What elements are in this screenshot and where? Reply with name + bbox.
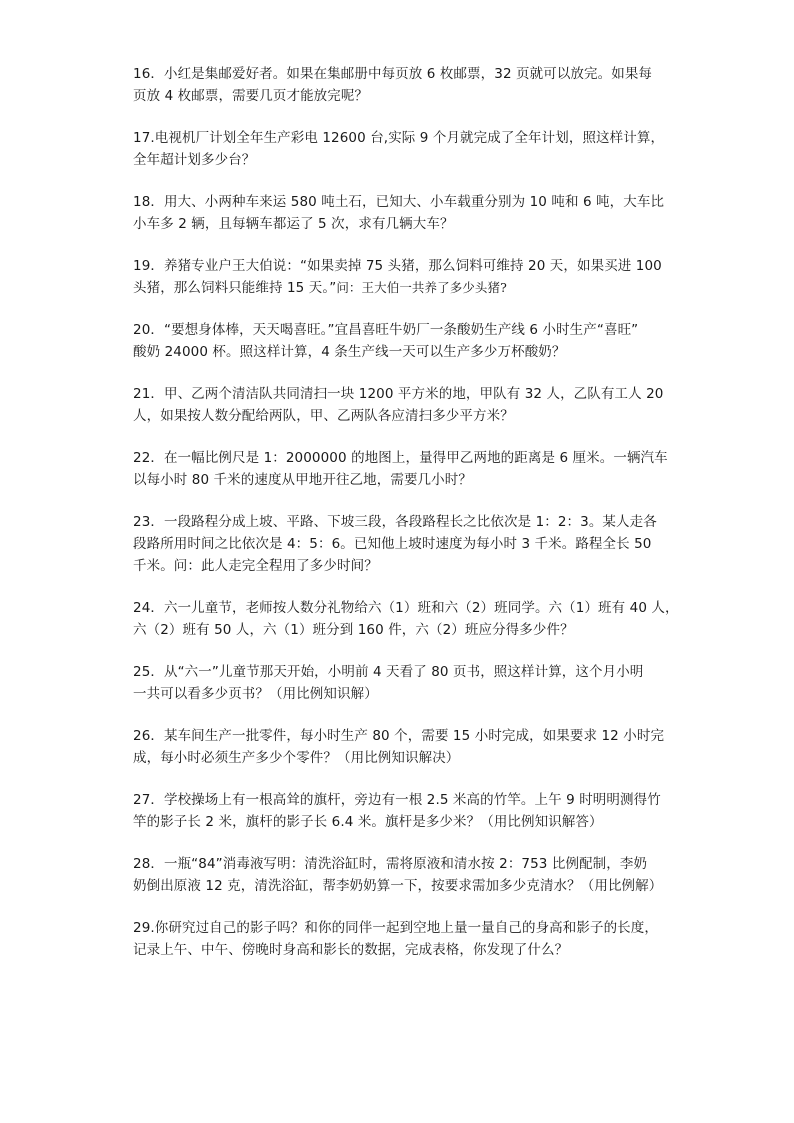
problem-22 — [133, 447, 673, 491]
problem-line: 以每小时 80 千米的速度从甲地开往乙地，需要几小时？ — [133, 472, 472, 488]
problem-line: 奶倒出原液 12 克，清洗浴缸，帮李奶奶算一下，按要求需加多少克清水？（用比例解） — [133, 878, 663, 894]
problem-28 — [133, 853, 673, 897]
problem-line: 27．学校操场上有一根高耸的旗杆，旁边有一根 2.5 米高的竹竿。上午 9 时明明测得竹 — [133, 792, 661, 808]
problem-24 — [133, 597, 679, 641]
problem-line: 18．用大、小两种车来运 580 吨土石，已知大、小车载重分别为 10 吨和 6 吨，大车比 — [133, 194, 665, 210]
problem-line: 28．一瓶“84”消毒液写明：清洗浴缸时，需将原液和清水按 2：753 比例配制，李奶 — [133, 856, 648, 872]
problem-line: 22．在一幅比例尺是 1：2000000 的地图上，量得甲乙两地的距离是 6 厘米。一辆汽车 — [133, 450, 668, 466]
problem-25 — [133, 661, 673, 705]
problem-26 — [133, 725, 673, 769]
problem-line: 记录上午、中午、傍晚时身高和影长的数据，完成表格，你发现了什么？ — [133, 942, 569, 958]
problem-16 — [133, 63, 673, 107]
problem-18 — [133, 191, 673, 235]
problem-line: 竿的影子长 2 米，旗杆的影子长 6.4 米。旗杆是多少米？（用比例知识解答） — [133, 814, 603, 830]
problem-line: 23．一段路程分成上坡、平路、下坡三段，各段路程长之比依次是 1：2：3。某人走各 — [133, 514, 657, 530]
problem-line: 千米。问：此人走完全程用了多少时间？ — [133, 558, 378, 574]
problem-line: 24．六一儿童节，老师按人数分礼物给六（1）班和六（2）班同学。六（1）班有 40 人， — [133, 600, 679, 616]
problem-17 — [133, 127, 673, 171]
problem-question-text: 问：王大伯一共养了多少头猪? — [336, 280, 507, 295]
problem-line: 20．“要想身体棒，天天喝喜旺。”宜昌喜旺牛奶厂一条酸奶生产线 6 小时生产“喜旺” — [133, 322, 639, 338]
problem-19 — [133, 255, 673, 299]
problem-line: 页放 4 枚邮票，需要几页才能放完呢？ — [133, 88, 369, 104]
problem-line: 19．养猪专业户王大伯说：“如果卖掉 75 头猪，那么饲料可维持 20 天，如果买进 100 — [133, 258, 662, 274]
problem-line: 六（2）班有 50 人，六（1）班分到 160 件，六（2）班应分得多少件？ — [133, 622, 574, 638]
problem-line-text: 头猪，那么饲料只能维持 15 天。” — [133, 280, 337, 296]
problem-line: 17.电视机厂计划全年生产彩电 12600 台,实际 9 个月就完成了全年计划，照这样计算， — [133, 130, 665, 146]
worksheet-page — [133, 63, 679, 981]
problem-line: 段路所用时间之比依次是 4：5：6。已知他上坡时速度为每小时 3 千米。路程全长 50 — [133, 536, 652, 552]
problem-27 — [133, 789, 673, 833]
problem-line: 一共可以看多少页书？（用比例知识解） — [133, 686, 378, 702]
problem-21 — [133, 383, 673, 427]
problem-29 — [133, 917, 673, 961]
problem-line: 成，每小时必须生产多少个零件？（用比例知识解决） — [133, 750, 460, 766]
problem-line: 小车多 2 辆，且每辆车都运了 5 次，求有几辆大车？ — [133, 216, 454, 232]
problem-23 — [133, 511, 673, 577]
problem-line: 人，如果按人数分配给两队，甲、乙两队各应清扫多少平方米？ — [133, 408, 514, 424]
problem-line — [133, 277, 673, 299]
problem-line: 25．从“六一”儿童节那天开始，小明前 4 天看了 80 页书，照这样计算，这个月小明 — [133, 664, 644, 680]
problem-20 — [133, 319, 673, 363]
problem-line: 16．小红是集邮爱好者。如果在集邮册中每页放 6 枚邮票，32 页就可以放完。如果每 — [133, 66, 653, 82]
problem-line: 29.你研究过自己的影子吗？和你的同伴一起到空地上量一量自己的身高和影子的长度， — [133, 920, 658, 936]
problem-line: 全年超计划多少台？ — [133, 152, 256, 168]
problem-line: 酸奶 24000 杯。照这样计算，4 条生产线一天可以生产多少万杯酸奶？ — [133, 344, 566, 360]
problem-line: 26．某车间生产一批零件，每小时生产 80 个，需要 15 小时完成，如果要求 12 小时完 — [133, 728, 665, 744]
problem-line: 21．甲、乙两个清洁队共同清扫一块 1200 平方米的地，甲队有 32 人，乙队有工人 20 — [133, 386, 664, 402]
